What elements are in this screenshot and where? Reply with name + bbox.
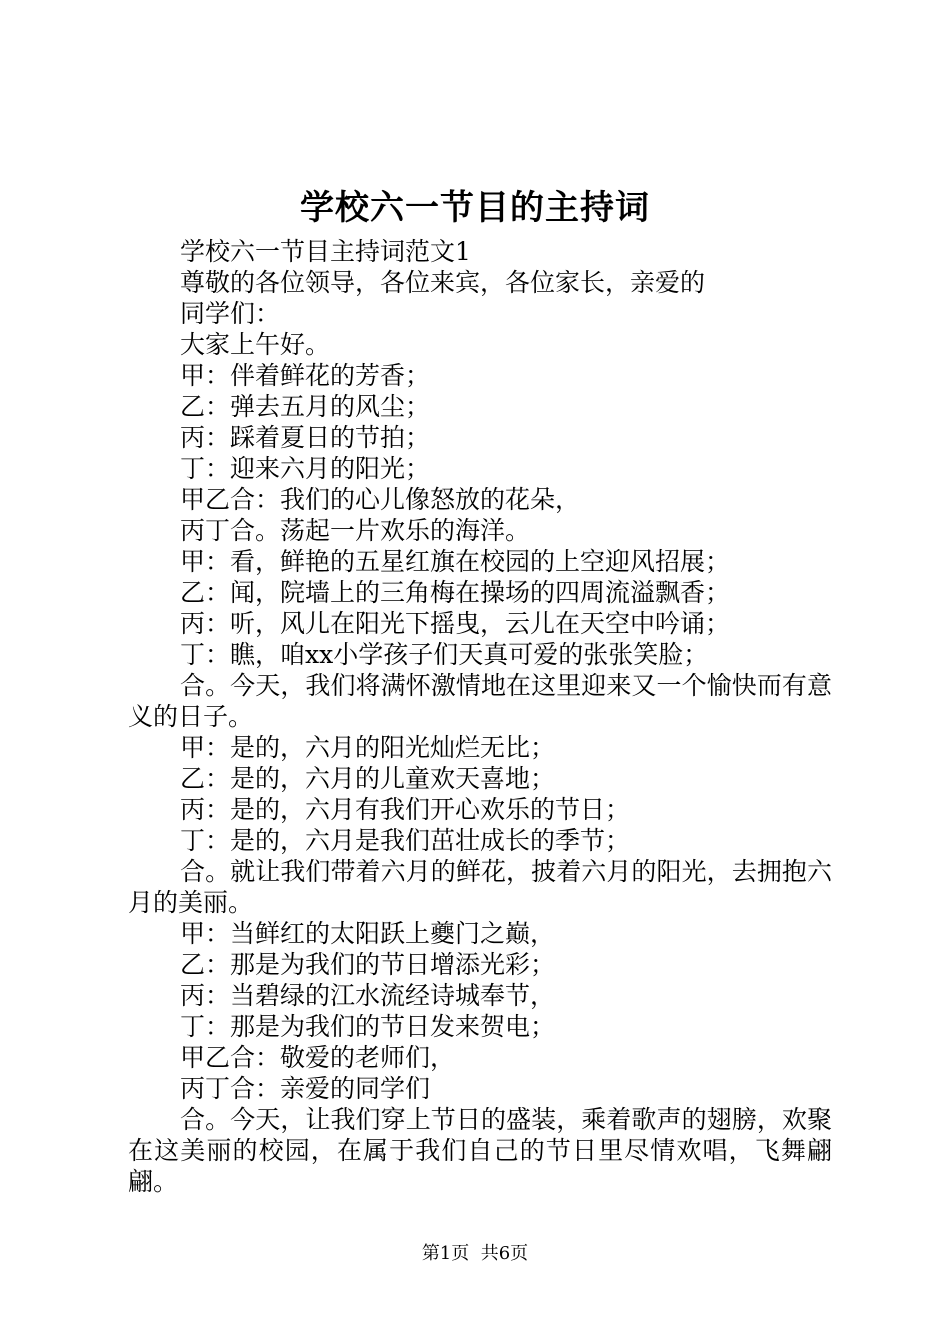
paragraph: 学校六一节目主持词范文1 <box>180 237 471 266</box>
paragraph: 甲：看，鲜艳的五星红旗在校园的上空迎风招展； <box>180 547 731 576</box>
paragraph: 丙丁合。荡起一片欢乐的海洋。 <box>180 516 531 545</box>
paragraph: 丙：踩着夏日的节拍； <box>180 423 431 452</box>
paragraph: 丁：是的，六月是我们茁壮成长的季节； <box>180 826 631 855</box>
paragraph: 合。今天，让我们穿上节日的盛装，乘着歌声的翅膀，欢聚在这美丽的校园，在属于我们自己的节日里尽情欢唱，飞舞翩翩。 <box>128 1105 832 1196</box>
paragraph: 甲：当鲜红的太阳跃上夔门之巅， <box>180 919 556 948</box>
page-number: 第1页 <box>421 1243 470 1264</box>
page-footer <box>0 1242 950 1266</box>
paragraph: 合。今天，我们将满怀激情地在这里迎来又一个愉快而有意义的日子。 <box>128 671 832 731</box>
paragraph: 同学们： <box>180 299 281 328</box>
paragraph: 乙：闻，院墙上的三角梅在操场的四周流溢飘香； <box>180 578 731 607</box>
paragraph: 乙：那是为我们的节日增添光彩； <box>180 950 556 979</box>
paragraph: 丙：当碧绿的江水流经诗城奉节， <box>180 981 556 1010</box>
paragraph: 合。就让我们带着六月的鲜花，披着六月的阳光，去拥抱六月的美丽。 <box>128 857 832 917</box>
paragraph: 丁：那是为我们的节日发来贺电； <box>180 1012 556 1041</box>
paragraph: 甲：伴着鲜花的芳香； <box>180 361 431 390</box>
paragraph: 乙：是的，六月的儿童欢天喜地； <box>180 764 556 793</box>
paragraph: 丁：瞧，咱xx小学孩子们天真可爱的张张笑脸； <box>180 640 709 669</box>
paragraph: 尊敬的各位领导，各位来宾，各位家长，亲爱的 <box>180 268 706 297</box>
document-body <box>128 236 832 1197</box>
document-title: 学校六一节目的主持词 <box>300 188 650 228</box>
paragraph: 甲乙合：我们的心儿像怒放的花朵， <box>180 485 581 514</box>
paragraph: 丁：迎来六月的阳光； <box>180 454 431 483</box>
page-total: 共6页 <box>480 1243 529 1264</box>
paragraph: 乙：弹去五月的风尘； <box>180 392 431 421</box>
paragraph: 丙丁合：亲爱的同学们 <box>180 1074 431 1103</box>
paragraph: 甲：是的，六月的阳光灿烂无比； <box>180 733 556 762</box>
paragraph: 丙：听，风儿在阳光下摇曳，云儿在天空中吟诵； <box>180 609 731 638</box>
paragraph: 丙：是的，六月有我们开心欢乐的节日； <box>180 795 631 824</box>
paragraph: 甲乙合：敬爱的老师们， <box>180 1043 456 1072</box>
paragraph: 大家上午好。 <box>180 330 331 359</box>
